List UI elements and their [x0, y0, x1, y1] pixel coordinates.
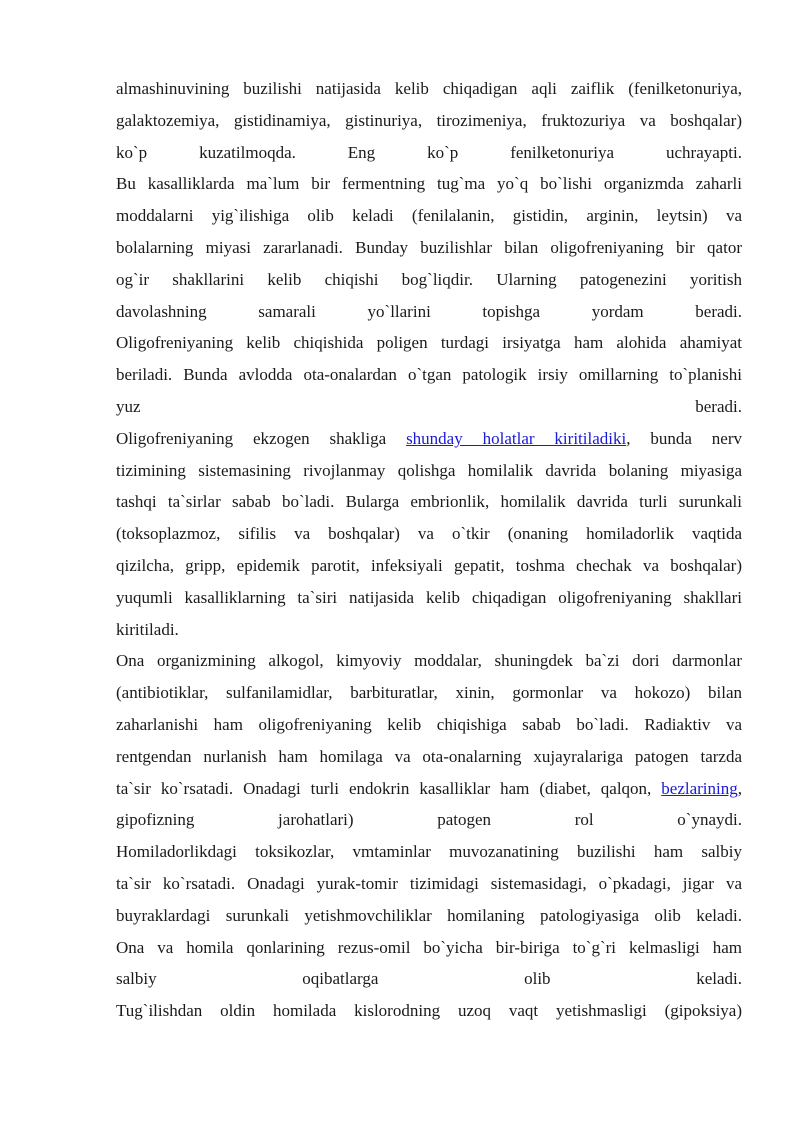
text-line	[116, 423, 742, 455]
text-line: almashinuvining buzilishi natijasida kelib chiqadigan aqli zaiflik (fenilketonuriya,	[116, 79, 742, 98]
text-line: moddalarni yig`ilishiga olib keladi (fenilalanin, gistidin, arginin, leytsin) va	[116, 206, 742, 226]
text-line: buyraklardagi surunkali yetishmovchiliklar homilaning patologiyasiga olib keladi.	[116, 905, 742, 925]
text-line: Ona organizmining alkogol, kimyoviy moddalar, shuningdek ba`zi dori darmonlar	[116, 651, 742, 671]
text-line: yuqumli kasalliklarning ta`siri natijasida kelib chiqadigan oligofreniyaning shakllari	[116, 587, 742, 607]
text-segment: ,	[737, 778, 742, 798]
text-line: beriladi. Bunda avlodda ota-onalardan o`tgan patologik irsiy omillarning to`planishi	[116, 365, 742, 385]
text-line: yuz beradi.	[116, 396, 742, 416]
text-line: Tug`ilishdan oldin homilada kislorodning uzoq vaqt yetishmasligi (gipoksiya)	[116, 1001, 742, 1021]
text-line: qizilcha, gripp, epidemik parotit, infeksiyali gepatit, toshma chechak va boshqalar)	[116, 555, 742, 575]
text-line	[116, 773, 742, 805]
text-line: rentgendan nurlanish ham homilaga va ota-onalarning xujayralariga patogen tarzda	[116, 746, 742, 766]
text-line: davolashning samarali yo`llarini topishga yordam beradi.	[116, 301, 742, 321]
text-line: galaktozemiya, gistidinamiya, gistinuriya, tirozimeniya, fruktozuriya va boshqalar)	[116, 110, 742, 130]
text-line: og`ir shakllarini kelib chiqishi bog`liqdir. Ularning patogenezini yoritish	[116, 269, 742, 289]
text-line: zaharlanishi ham oligofreniyaning kelib chiqishiga sabab bo`ladi. Radiaktiv va	[116, 714, 742, 734]
text-line: kiritiladi.	[116, 619, 179, 639]
text-line: (antibiotiklar, sulfanilamidlar, barbituratlar, xinin, gormonlar va hokozo) bilan	[116, 683, 742, 703]
text-line: Bu kasalliklarda ma`lum bir fermentning tug`ma yo`q bo`lishi organizmda zaharli	[116, 174, 742, 194]
hyperlink[interactable]: shunday holatlar kiritiladiki	[406, 428, 627, 448]
text-line: tashqi ta`sirlar sabab bo`ladi. Bularga embrionlik, homilalik davrida turli surunkali	[116, 492, 742, 512]
text-line: Ona va homila qonlarining rezus-omil bo`yicha bir-biriga to`g`ri kelmasligi ham	[116, 937, 742, 957]
text-line: ta`sir ko`rsatadi. Onadagi yurak-tomir tizimidagi sistemasidagi, o`pkadagi, jigar va	[116, 873, 742, 893]
text-segment: ta`sir ko`rsatadi. Onadagi turli endokrin kasalliklar ham (diabet, qalqon,	[116, 778, 662, 798]
text-line: gipofizning jarohatlari) patogen rol o`ynaydi.	[116, 810, 742, 830]
text-line: bolalarning miyasi zararlanadi. Bunday buzilishlar bilan oligofreniyaning bir qator	[116, 237, 742, 257]
text-line: (toksoplazmoz, sifilis va boshqalar) va o`tkir (onaning homiladorlik vaqtida	[116, 524, 742, 544]
text-line: Oligofreniyaning kelib chiqishida poligen turdagi irsiyatga ham alohida ahamiyat	[116, 333, 742, 353]
document-page	[116, 73, 742, 1027]
text-line: tizimining sistemasining rivojlanmay qolishga homilalik davrida bolaning miyasiga	[116, 460, 742, 480]
text-line: Homiladorlikdagi toksikozlar, vmtaminlar muvozanatining buzilishi ham salbiy	[116, 842, 742, 862]
text-segment: , bunda nerv	[626, 428, 742, 448]
hyperlink[interactable]: bezlarining	[661, 778, 738, 798]
text-line: ko`p kuzatilmoqda. Eng ko`p fenilketonuriya uchrayapti.	[116, 142, 742, 162]
text-line: salbiy oqibatlarga olib keladi.	[116, 969, 742, 989]
text-segment: Oligofreniyaning ekzogen shakliga	[116, 428, 407, 448]
